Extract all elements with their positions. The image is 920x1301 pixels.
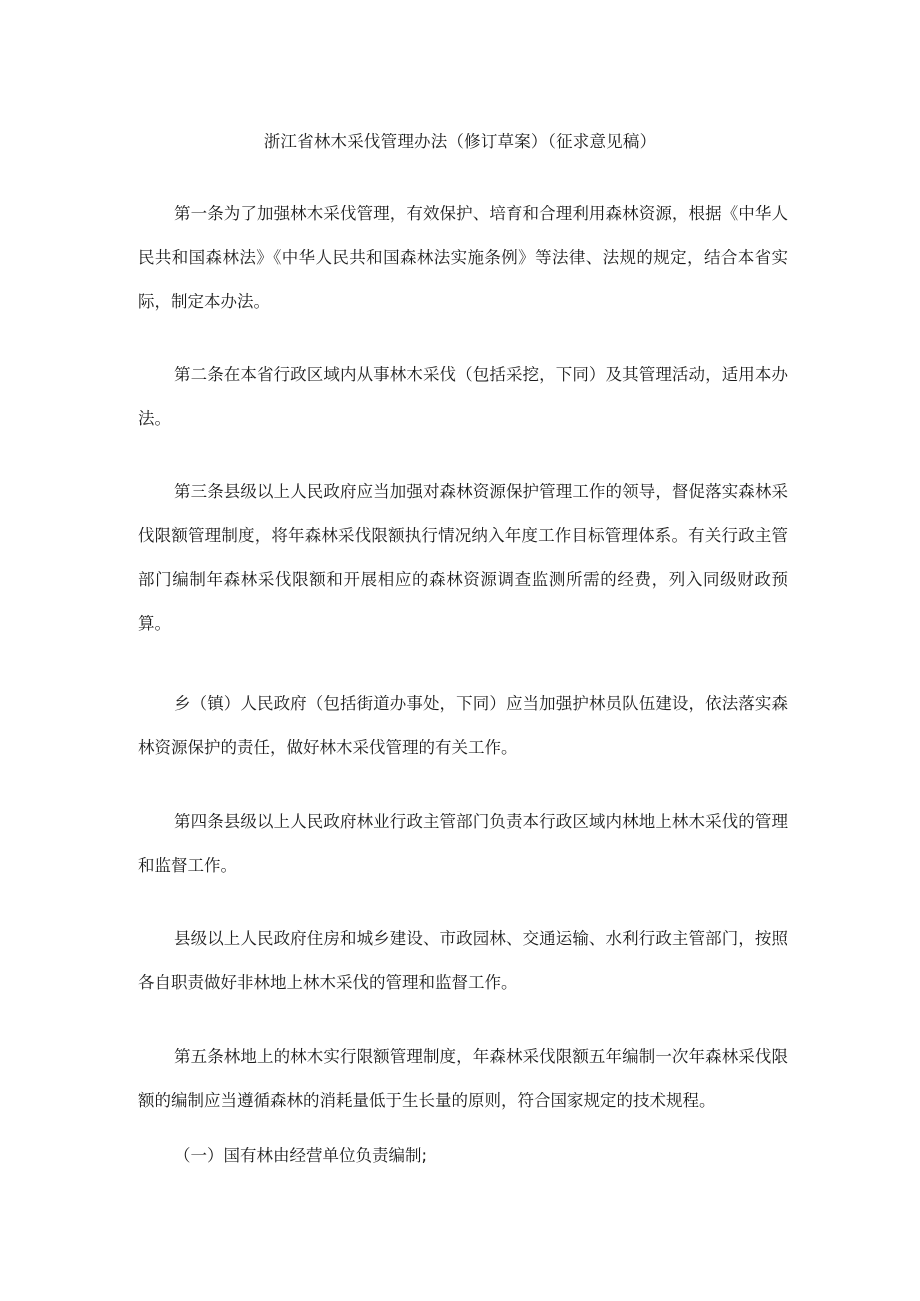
list-item-state-forest: （一）国有林由经营单位负责编制; bbox=[174, 1146, 428, 1165]
paragraph-article-1: 第一条为了加强林木采伐管理，有效保护、培育和合理利用森林资源，根据《中华人民共和国森林法》《中华人民共和国森林法实施条例》等法律、法规的规定，结合本省实际，制定本办法。 bbox=[138, 204, 788, 311]
document-title: 浙江省林木采伐管理办法（修订草案）（征求意见稿） bbox=[263, 132, 657, 151]
paragraph-article-3: 第三条县级以上人民政府应当加强对森林资源保护管理工作的领导，督促落实森林采伐限额管理制度，将年森林采伐限额执行情况纳入年度工作目标管理体系。有关行政主管部门编制年森林采伐限额和开展相应的森林资源调查监测所需的经费，列入同级财政预算。 bbox=[138, 482, 788, 633]
paragraph-township: 乡（镇）人民政府（包括街道办事处，下同）应当加强护林员队伍建设，依法落实森林资源保护的责任，做好林木采伐管理的有关工作。 bbox=[138, 694, 788, 757]
paragraph-article-2: 第二条在本省行政区域内从事林木采伐（包括采挖，下同）及其管理活动，适用本办法。 bbox=[138, 365, 788, 428]
paragraph-article-4: 第四条县级以上人民政府林业行政主管部门负责本行政区域内林地上林木采伐的管理和监督工作。 bbox=[138, 812, 788, 875]
paragraph-county-departments: 县级以上人民政府住房和城乡建设、市政园林、交通运输、水利行政主管部门，按照各自职责做好非林地上林木采伐的管理和监督工作。 bbox=[138, 929, 788, 992]
paragraph-article-5: 第五条林地上的林木实行限额管理制度，年森林采伐限额五年编制一次年森林采伐限额的编制应当遵循森林的消耗量低于生长量的原则，符合国家规定的技术规程。 bbox=[138, 1047, 788, 1110]
